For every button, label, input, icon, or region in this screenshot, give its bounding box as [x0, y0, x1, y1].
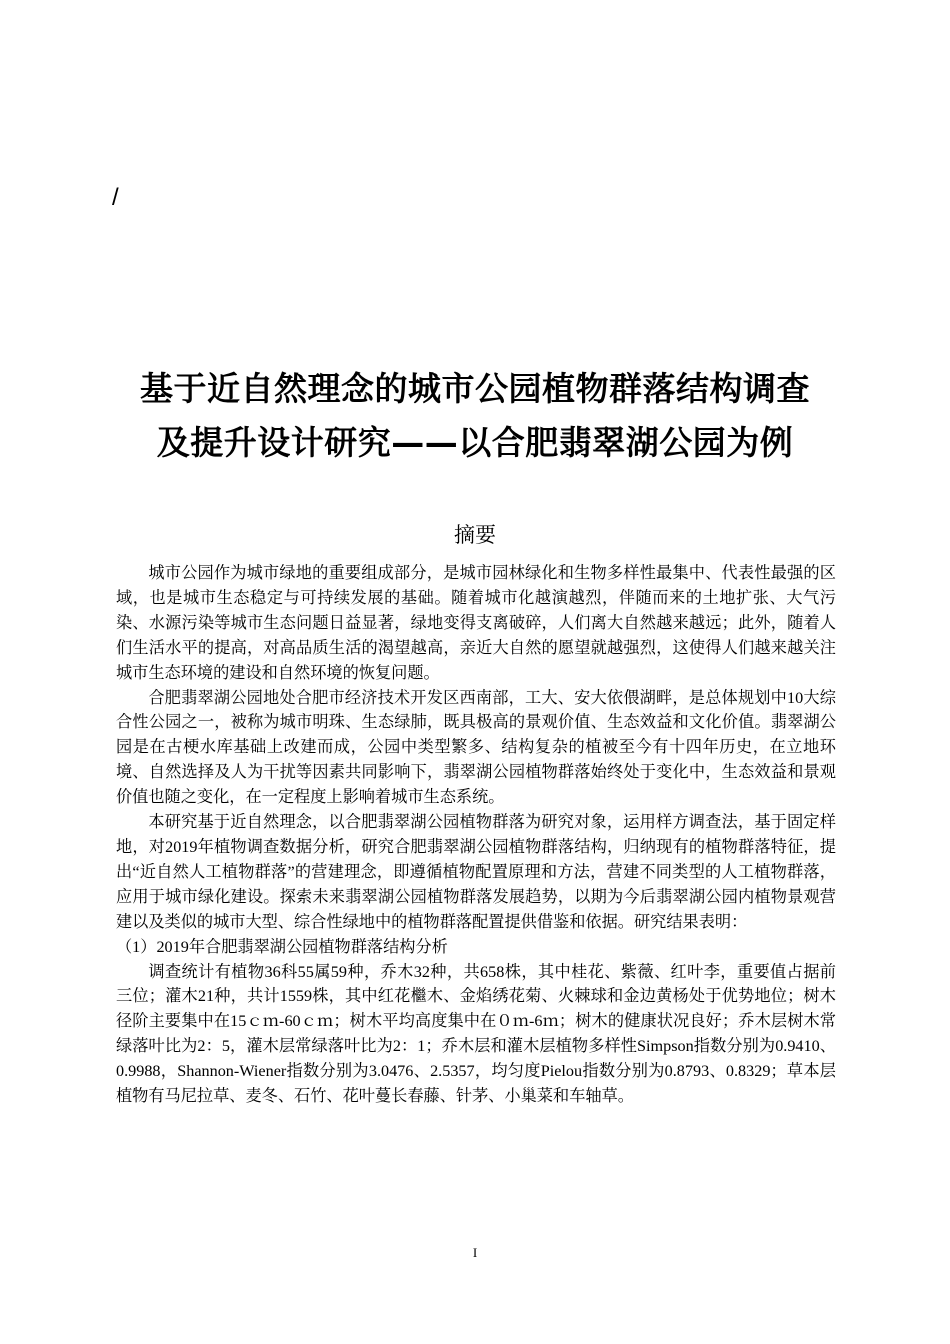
abstract-paragraph: 调查统计有植物36科55属59种，乔木32种，共658株，其中桂花、紫薇、红叶李，重要值占据前三位；灌木21种，共计1559株，其中红花檵木、金焰绣花菊、火棘球和金边黄杨处于优势地位；树木径阶主要集中在15ｃｍ-60ｃｍ；树木平均高度集中在０ｍ-6ｍ；树木的健康状况良好；乔木层树木常绿落叶比为2：5，灌木层常绿落叶比为2：1；乔木层和灌木层植物多样性Simpson指数分别为0.9410、0.9988，Shannon-Wiener指数分别为3.0476、2.5357，均匀度Pielou指数分别为0.8793、0.8329；草本层植物有马尼拉草、麦冬、石竹、花叶蔓长春藤、针茅、小巢菜和车轴草。 — [116, 962, 836, 1106]
abstract-paragraph: 城市公园作为城市绿地的重要组成部分，是城市园林绿化和生物多样性最集中、代表性最强的区域，也是城市生态稳定与可持续发展的基础。随着城市化越演越烈，伴随而来的土地扩张、大气污染、水源污染等城市生态问题日益显著，绿地变得支离破碎，人们离大自然越来越远；此外，随着人们生活水平的提高，对高品质生活的渴望越高，亲近大自然的愿望就越强烈，这使得人们越来越关注城市生态环境的建设和自然环境的恢复问题。 — [116, 564, 836, 682]
abstract-paragraph: 本研究基于近自然理念，以合肥翡翠湖公园植物群落为研究对象，运用样方调查法，基于固定样地，对2019年植物调查数据分析，研究合肥翡翠湖公园植物群落结构，归纳现有的植物群落特征，提出“近自然人工植物群落”的营建理念，即遵循植物配置原理和方法，营建不同类型的人工植物群落，应用于城市绿化建设。探索未来翡翠湖公园植物群落发展趋势，以期为今后翡翠湖公园内植物景观营建以及类似的城市大型、综合性绿地中的植物群落配置提供借鉴和依据。研究结果表明： — [116, 813, 836, 931]
section-heading: （1）2019年合肥翡翠湖公园植物群落结构分析 — [116, 937, 448, 956]
page-number: I — [472, 1245, 478, 1260]
abstract-paragraph: 合肥翡翠湖公园地处合肥市经济技术开发区西南部，工大、安大依偎湖畔，是总体规划中10大综合性公园之一，被称为城市明珠、生态绿肺，既具极高的景观价值、生态效益和文化价值。翡翠湖公园是在古梗水库基础上改建而成，公园中类型繁多、结构复杂的植被至今有十四年历史，在立地环境、自然选择及人为干扰等因素共同影响下，翡翠湖公园植物群落始终处于变化中，生态效益和景观价值也随之变化，在一定程度上影响着城市生态系统。 — [116, 688, 836, 807]
title-line-1: 基于近自然理念的城市公园植物群落结构调查 — [140, 369, 810, 408]
paper-title — [60, 362, 890, 470]
abstract-heading: 摘要 — [454, 523, 496, 547]
abstract-body — [116, 561, 836, 1109]
title-line-2: 及提升设计研究——以合肥翡翠湖公园为例 — [156, 423, 794, 462]
header-mark: / — [112, 184, 119, 211]
